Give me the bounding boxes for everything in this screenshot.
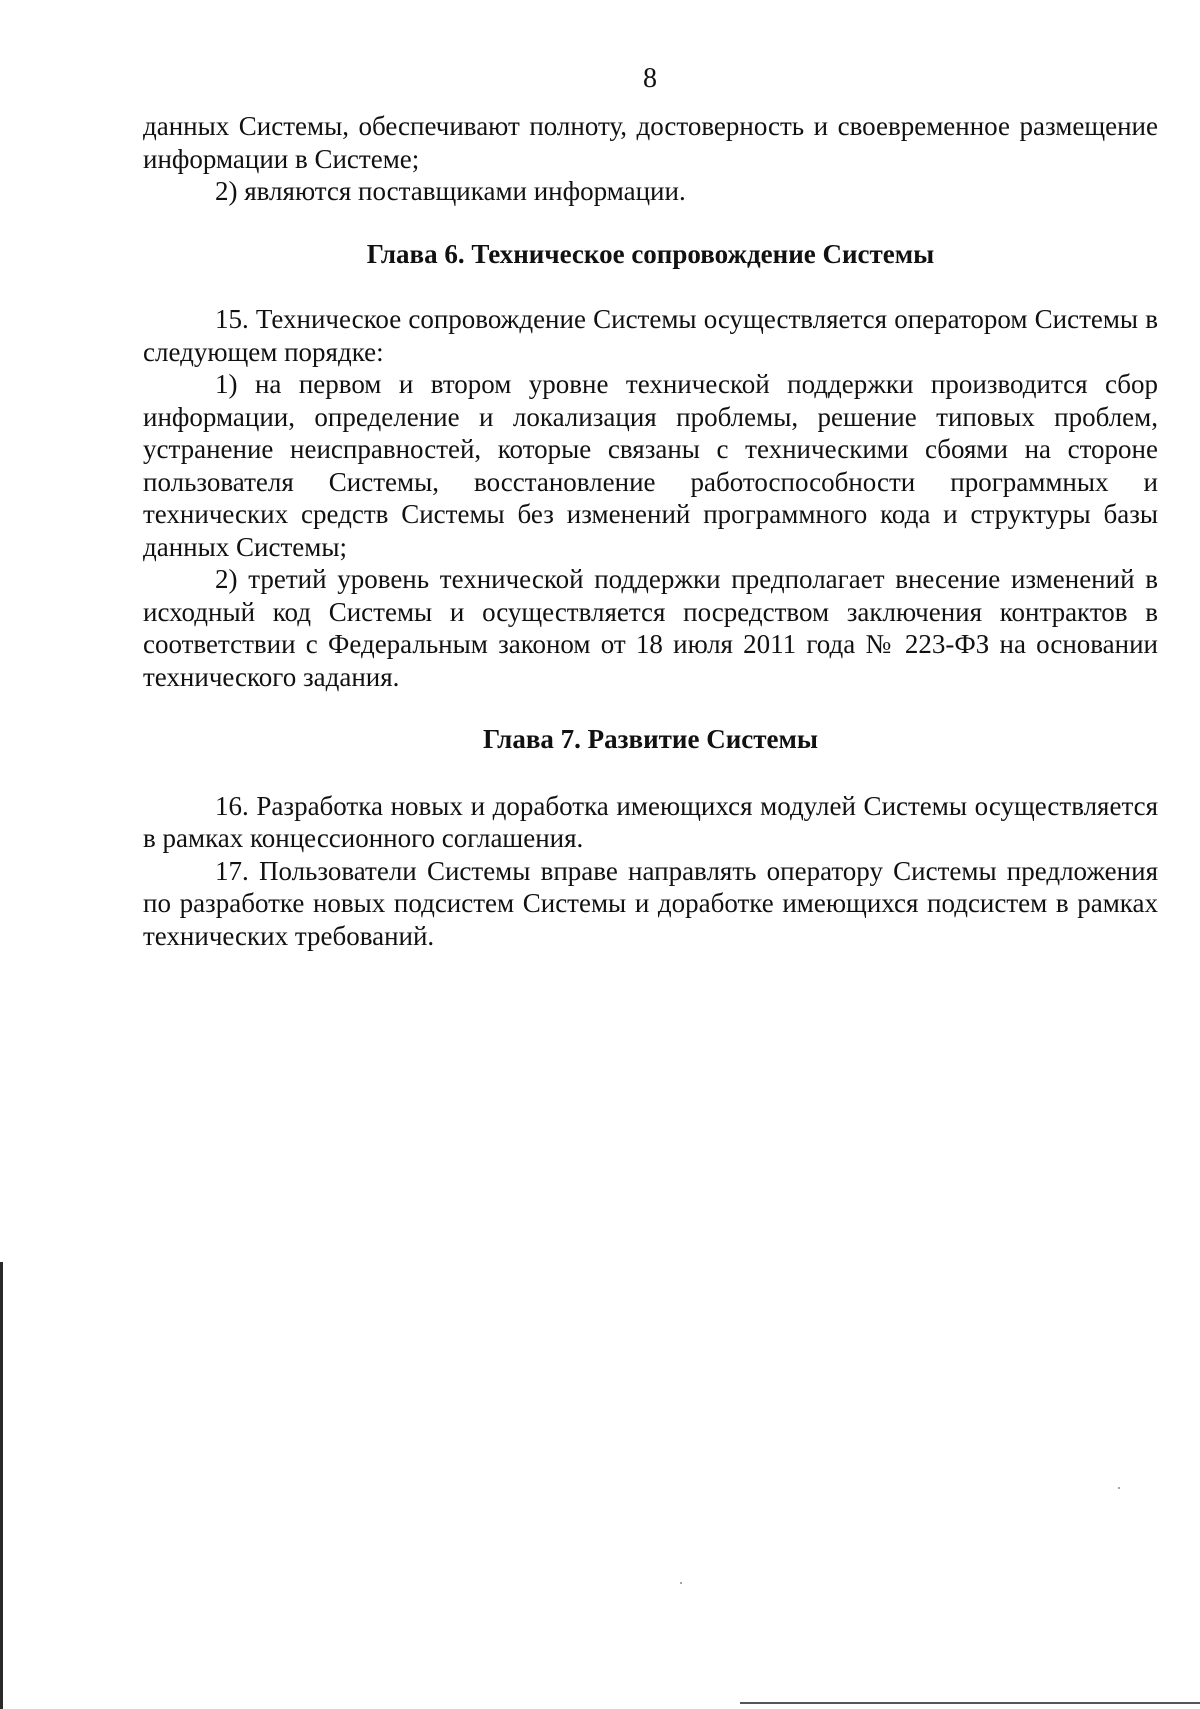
paragraph-list-item-2: 2) являются поставщиками информации. [215, 176, 686, 206]
paragraph-17: 17. Пользователи Системы вправе направлять оператору Системы предложения по разработке новых подсистем Системы и доработке имеющихся подсистем в рамках технических требований. [143, 855, 1158, 951]
chapter-7-heading: Глава 7. Развитие Системы [483, 724, 818, 754]
page-number: 8 [643, 63, 657, 94]
paragraph-15: 15. Техническое сопровождение Системы осуществляется оператором Системы в следующем порядке: [143, 304, 1158, 367]
paragraph-15-item-2: 2) третий уровень технической поддержки предполагает внесение изменений в исходный код Системы и осуществляется посредством заключения контрактов в соответствии с Федеральным законом от 18 июля 2011 года № 223-ФЗ на основании технического задания. [143, 564, 1158, 692]
paragraph-15-item-1: 1) на первом и втором уровне технической поддержки производится сбор информации, определение и локализация проблемы, решение типовых проблем, устранение неисправностей, которые связаны с техническими сбоями на стороне пользователя Системы, восстановление работоспособности программных и технических средств Системы без изменений программного кода и структуры базы данных Системы; [143, 369, 1158, 562]
scan-speck [680, 1582, 682, 1584]
paragraph-16: 16. Разработка новых и доработка имеющихся модулей Системы осуществляется в рамках концессионного соглашения. [143, 790, 1158, 853]
scan-bottom-edge [740, 1702, 1200, 1704]
document-body [143, 110, 1158, 952]
paragraph-continuation: данных Системы, обеспечивают полноту, достоверность и своевременное размещение информации в Системе; [143, 111, 1158, 174]
scan-speck [1118, 1487, 1120, 1489]
scan-margin-line [0, 1262, 3, 1709]
chapter-6-heading: Глава 6. Техническое сопровождение Системы [366, 238, 935, 269]
